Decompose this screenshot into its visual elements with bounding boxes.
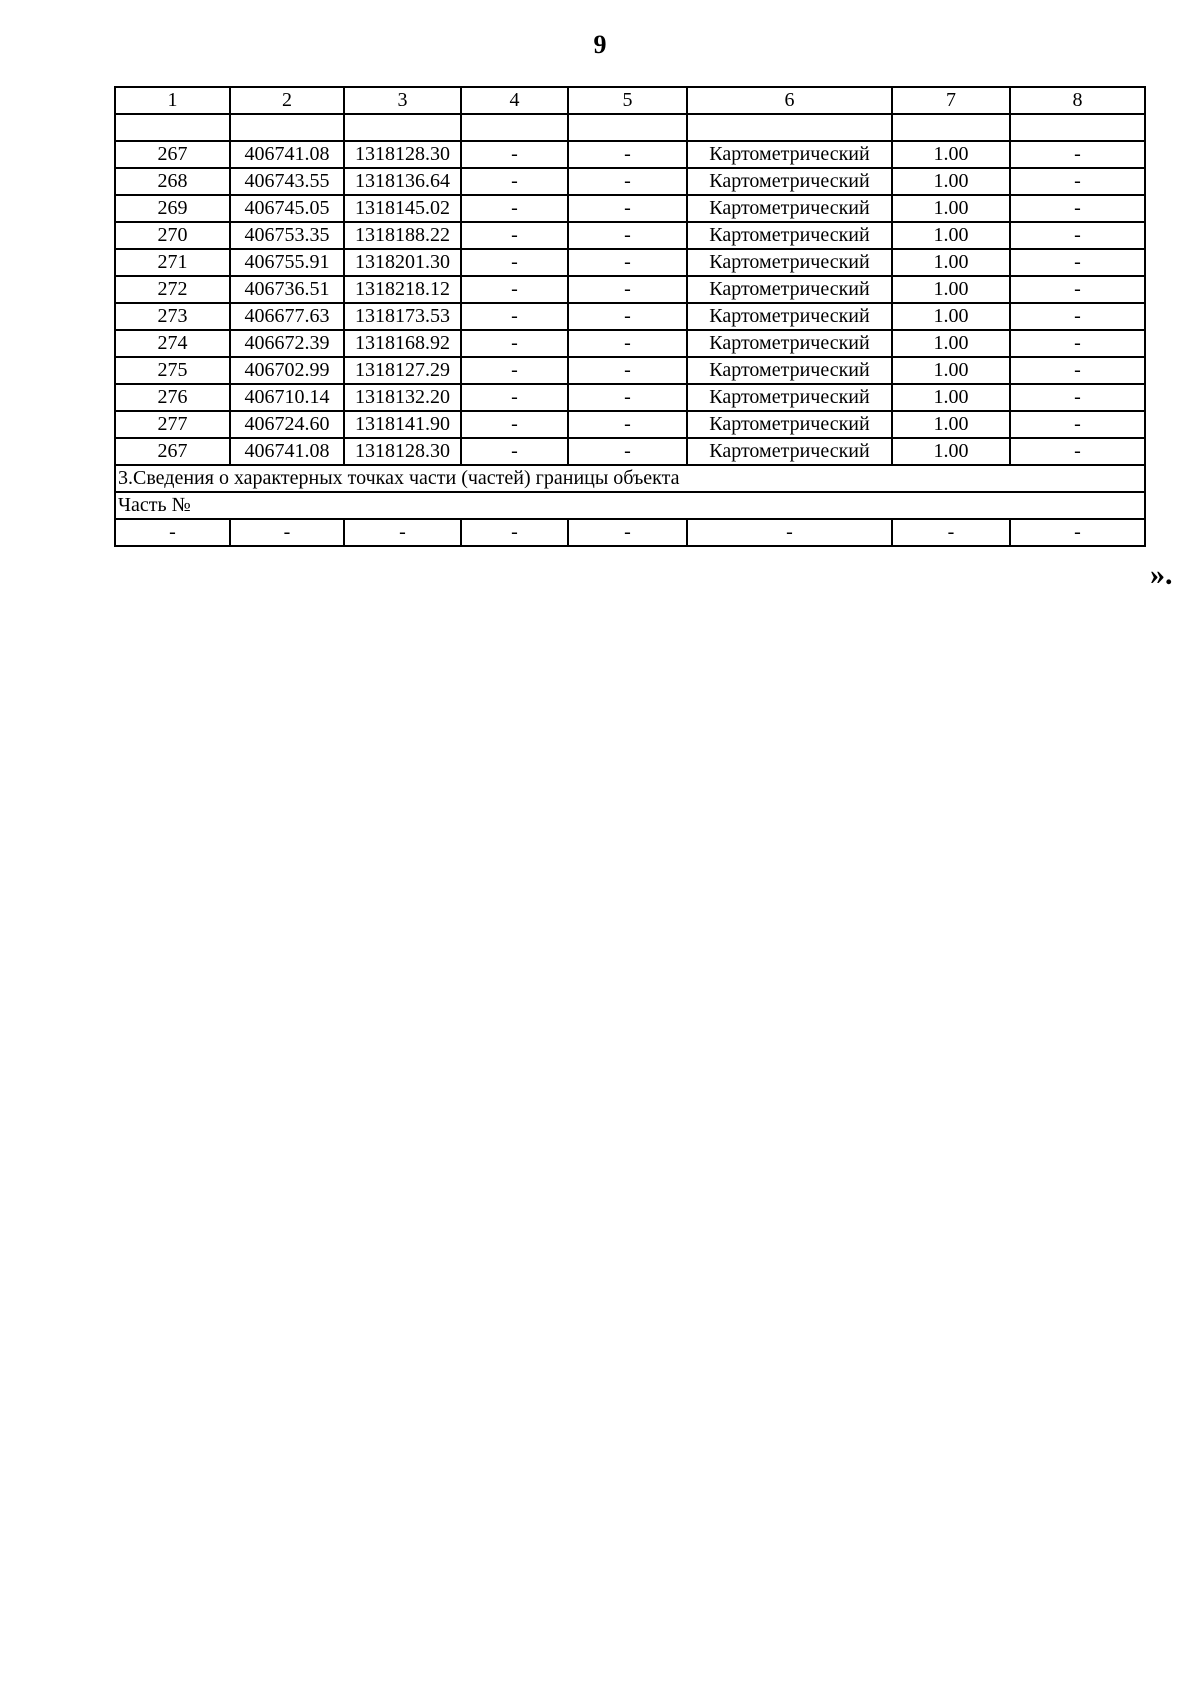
table-row xyxy=(115,168,1145,195)
table-cell-col-3: 1318188.22 xyxy=(344,222,461,249)
table-row xyxy=(115,384,1145,411)
table-cell-col-4: 4 xyxy=(461,87,568,114)
table-header-row xyxy=(115,87,1145,114)
table-cell-col-8: - xyxy=(1010,438,1145,465)
table-row xyxy=(115,141,1145,168)
table-row xyxy=(115,303,1145,330)
table-cell-col-3: 1318136.64 xyxy=(344,168,461,195)
table-cell-col-5: - xyxy=(568,222,687,249)
table-cell-col-5: - xyxy=(568,249,687,276)
table-cell-col-1: 1 xyxy=(115,87,230,114)
table-cell-col-7: 1.00 xyxy=(892,357,1010,384)
table-cell-col-7: - xyxy=(892,519,1010,546)
table-cell-col-6: Картометрический xyxy=(687,168,892,195)
page-number: 9 xyxy=(593,30,607,59)
table-cell-col-4 xyxy=(461,114,568,141)
table-cell-col-2: 406710.14 xyxy=(230,384,344,411)
table-cell-col-3 xyxy=(344,114,461,141)
table-cell-col-8: - xyxy=(1010,195,1145,222)
table-cell-col-5: - xyxy=(568,330,687,357)
table-cell-col-6 xyxy=(687,114,892,141)
table-cell-col-5: - xyxy=(568,438,687,465)
table-cell-col-7: 1.00 xyxy=(892,330,1010,357)
table-cell-col-1: 276 xyxy=(115,384,230,411)
table-row xyxy=(115,222,1145,249)
table-cell-col-8: - xyxy=(1010,330,1145,357)
table-final-row xyxy=(115,519,1145,546)
table-cell-col-1 xyxy=(115,114,230,141)
table-cell-col-6: Картометрический xyxy=(687,438,892,465)
table-cell-col-7: 1.00 xyxy=(892,438,1010,465)
table-cell-col-6: Картометрический xyxy=(687,141,892,168)
table-cell-col-3: 1318127.29 xyxy=(344,357,461,384)
table-cell-col-6: Картометрический xyxy=(687,195,892,222)
table-cell-col-1: 269 xyxy=(115,195,230,222)
table-cell-col-3: 1318218.12 xyxy=(344,276,461,303)
table-cell-col-4: - xyxy=(461,249,568,276)
table-cell-col-2: 406741.08 xyxy=(230,141,344,168)
table-cell-col-6: Картометрический xyxy=(687,303,892,330)
part-label-row xyxy=(115,492,1145,519)
table-cell-col-8: - xyxy=(1010,168,1145,195)
table-cell-col-2: 406745.05 xyxy=(230,195,344,222)
table-cell-col-3: 1318128.30 xyxy=(344,438,461,465)
closing-quote-mark: ». xyxy=(1150,558,1173,591)
table-cell-col-6: Картометрический xyxy=(687,384,892,411)
table-cell-col-7: 1.00 xyxy=(892,141,1010,168)
table-cell-col-4: - xyxy=(461,519,568,546)
table-cell-col-6: Картометрический xyxy=(687,276,892,303)
table-cell-col-4: - xyxy=(461,303,568,330)
table-cell-col-5: - xyxy=(568,519,687,546)
table-row xyxy=(115,357,1145,384)
table-cell-col-1: 267 xyxy=(115,141,230,168)
table-cell-col-3: - xyxy=(344,519,461,546)
table-cell-col-3: 1318141.90 xyxy=(344,411,461,438)
table-cell-col-6: Картометрический xyxy=(687,222,892,249)
coordinates-table xyxy=(114,86,1146,547)
table-cell-col-4: - xyxy=(461,357,568,384)
table-cell-col-5: - xyxy=(568,141,687,168)
table-row xyxy=(115,438,1145,465)
table-cell-col-7 xyxy=(892,114,1010,141)
table-cell-col-1: 275 xyxy=(115,357,230,384)
table-row xyxy=(115,330,1145,357)
table-cell-col-8: - xyxy=(1010,222,1145,249)
table-cell-col-7: 1.00 xyxy=(892,195,1010,222)
table-cell-col-2: 406741.08 xyxy=(230,438,344,465)
table-cell-col-8: - xyxy=(1010,357,1145,384)
table-cell-col-5: - xyxy=(568,303,687,330)
table-cell-col-2: 406743.55 xyxy=(230,168,344,195)
table-cell-col-8: - xyxy=(1010,384,1145,411)
table-cell-col-4: - xyxy=(461,438,568,465)
table-cell-col-7: 1.00 xyxy=(892,303,1010,330)
table-cell-col-3: 1318201.30 xyxy=(344,249,461,276)
table-cell-col-7: 1.00 xyxy=(892,411,1010,438)
table-cell-col-3: 1318173.53 xyxy=(344,303,461,330)
table-cell-col-3: 1318145.02 xyxy=(344,195,461,222)
table-cell-col-4: - xyxy=(461,276,568,303)
section-title-row-cell: 3.Сведения о характерных точках части (частей) границы объекта xyxy=(115,465,1145,492)
table-cell-col-5: - xyxy=(568,357,687,384)
table-cell-col-8: 8 xyxy=(1010,87,1145,114)
table-cell-col-8: - xyxy=(1010,519,1145,546)
table-body xyxy=(115,87,1145,546)
table-cell-col-1: 274 xyxy=(115,330,230,357)
table-cell-col-5: - xyxy=(568,168,687,195)
table-cell-col-6: Картометрический xyxy=(687,330,892,357)
table-cell-col-3: 1318168.92 xyxy=(344,330,461,357)
table-cell-col-2: 2 xyxy=(230,87,344,114)
table-cell-col-1: 277 xyxy=(115,411,230,438)
table-cell-col-2: 406677.63 xyxy=(230,303,344,330)
table-cell-col-4: - xyxy=(461,411,568,438)
table-cell-col-2: 406672.39 xyxy=(230,330,344,357)
table-row xyxy=(115,276,1145,303)
table-cell-col-4: - xyxy=(461,141,568,168)
table-cell-col-2: 406724.60 xyxy=(230,411,344,438)
table-cell-col-8: - xyxy=(1010,303,1145,330)
table-cell-col-5: - xyxy=(568,195,687,222)
table-cell-col-7: 1.00 xyxy=(892,222,1010,249)
table-cell-col-2: 406702.99 xyxy=(230,357,344,384)
table-cell-col-7: 1.00 xyxy=(892,249,1010,276)
table-cell-col-1: 273 xyxy=(115,303,230,330)
table-cell-col-1: 271 xyxy=(115,249,230,276)
table-cell-col-8: - xyxy=(1010,141,1145,168)
table-cell-col-1: - xyxy=(115,519,230,546)
table-cell-col-6: Картометрический xyxy=(687,357,892,384)
table-cell-col-4: - xyxy=(461,330,568,357)
table-cell-col-2: - xyxy=(230,519,344,546)
table-row xyxy=(115,411,1145,438)
table-row xyxy=(115,249,1145,276)
table-cell-col-2: 406736.51 xyxy=(230,276,344,303)
table-empty-row xyxy=(115,114,1145,141)
table-cell-col-1: 272 xyxy=(115,276,230,303)
table-cell-col-1: 267 xyxy=(115,438,230,465)
table-cell-col-6: Картометрический xyxy=(687,411,892,438)
part-label-row-cell: Часть № xyxy=(115,492,1145,519)
table-cell-col-1: 268 xyxy=(115,168,230,195)
table-cell-col-1: 270 xyxy=(115,222,230,249)
table-cell-col-2: 406753.35 xyxy=(230,222,344,249)
table-cell-col-6: 6 xyxy=(687,87,892,114)
table-cell-col-4: - xyxy=(461,222,568,249)
table-cell-col-2 xyxy=(230,114,344,141)
table-cell-col-3: 3 xyxy=(344,87,461,114)
table-cell-col-5: 5 xyxy=(568,87,687,114)
table-cell-col-3: 1318132.20 xyxy=(344,384,461,411)
table-cell-col-4: - xyxy=(461,195,568,222)
table-cell-col-2: 406755.91 xyxy=(230,249,344,276)
table-cell-col-5: - xyxy=(568,411,687,438)
table-cell-col-8: - xyxy=(1010,411,1145,438)
table-cell-col-8 xyxy=(1010,114,1145,141)
table-cell-col-7: 1.00 xyxy=(892,168,1010,195)
table-cell-col-6: Картометрический xyxy=(687,249,892,276)
table-cell-col-8: - xyxy=(1010,249,1145,276)
table-cell-col-6: - xyxy=(687,519,892,546)
table-cell-col-5 xyxy=(568,114,687,141)
table-cell-col-5: - xyxy=(568,384,687,411)
table-cell-col-7: 7 xyxy=(892,87,1010,114)
table-cell-col-3: 1318128.30 xyxy=(344,141,461,168)
table-row xyxy=(115,195,1145,222)
table-cell-col-5: - xyxy=(568,276,687,303)
section-title-row xyxy=(115,465,1145,492)
table-cell-col-7: 1.00 xyxy=(892,384,1010,411)
table-cell-col-7: 1.00 xyxy=(892,276,1010,303)
table-cell-col-4: - xyxy=(461,384,568,411)
table-cell-col-8: - xyxy=(1010,276,1145,303)
table-cell-col-4: - xyxy=(461,168,568,195)
